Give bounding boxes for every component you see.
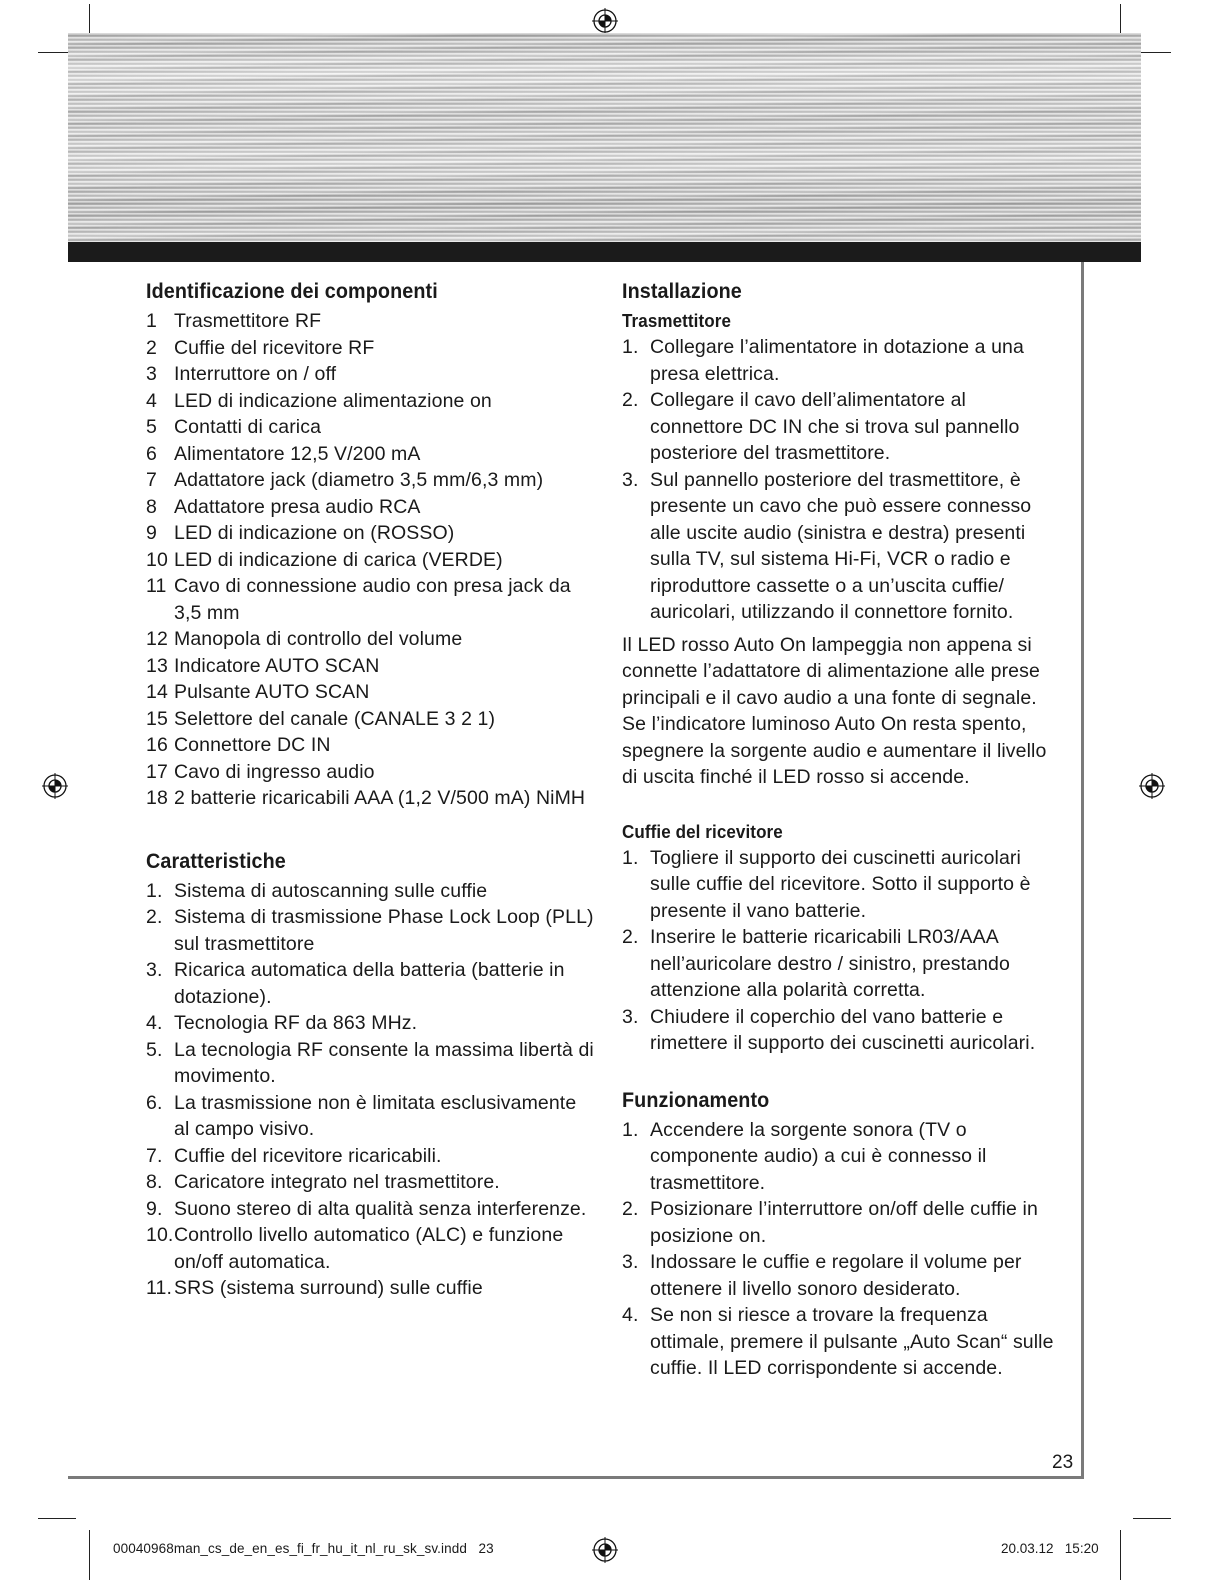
transmitter-subheading: Trasmettitore: [622, 310, 732, 331]
item-text: Manopola di controllo del volume: [174, 628, 463, 650]
list-item: [146, 1275, 596, 1302]
registration-mark-icon: [1139, 773, 1165, 799]
registration-mark-icon: [592, 8, 618, 34]
item-text: La tecnologia RF consente la massima libertà di movimento.: [174, 1038, 594, 1087]
list-item: [146, 467, 596, 494]
list-item: [146, 1169, 596, 1196]
list-item: [146, 361, 596, 388]
list-item: [622, 1196, 1062, 1249]
list-item: [146, 1143, 596, 1170]
receiver-steps: [622, 845, 1062, 1057]
item-number: 11: [146, 575, 167, 597]
item-text: Sistema di trasmissione Phase Lock Loop (PLL) sul trasmettitore: [174, 906, 594, 955]
item-text: Cavo di ingresso audio: [174, 760, 375, 783]
item-number: 13: [146, 654, 168, 677]
installation-heading: Installazione: [622, 279, 742, 303]
item-number: 12: [146, 628, 168, 650]
item-text: LED di indicazione di carica (VERDE): [174, 548, 503, 571]
item-text: Connettore DC IN: [174, 734, 331, 756]
list-item: [146, 1090, 596, 1143]
list-item: [146, 520, 596, 547]
components-list: [146, 308, 596, 812]
item-text: Sistema di autoscanning sulle cuffie: [174, 879, 488, 902]
list-item: [622, 1004, 1062, 1057]
item-number: 17: [146, 760, 168, 783]
footer-date: 20.03.12 15:20: [1001, 1541, 1099, 1556]
item-text: Contatti di carica: [174, 416, 322, 438]
item-number: 5: [146, 416, 157, 438]
item-number: 14: [146, 681, 168, 703]
item-number: 3.: [622, 468, 639, 491]
item-number: 3: [146, 363, 157, 385]
list-item: [146, 1010, 596, 1037]
page-bottom-rule: [68, 1476, 1084, 1479]
item-number: 1.: [146, 879, 163, 902]
operation-heading: Funzionamento: [622, 1087, 770, 1112]
list-item: [146, 759, 596, 786]
item-text: Selettore del canale (CANALE 3 2 1): [174, 707, 496, 730]
list-item: [146, 441, 596, 468]
item-number: 5.: [146, 1038, 163, 1061]
list-item: [146, 653, 596, 680]
item-text: Collegare il cavo dell’alimentatore al connettore DC IN che si trova sul pannello posteriore del trasmettitore.: [650, 389, 1020, 464]
item-number: 3.: [146, 959, 163, 981]
list-item: [622, 1302, 1062, 1382]
crop-mark: [1133, 1518, 1171, 1519]
item-text: Accendere la sorgente sonora (TV o componente audio) a cui è connesso il trasmettitore.: [650, 1118, 987, 1194]
item-text: Trasmettitore RF: [174, 310, 322, 332]
list-item: [146, 1196, 596, 1223]
item-number: 3.: [622, 1005, 639, 1028]
item-text: LED di indicazione alimentazione on: [174, 389, 492, 412]
item-number: 10.: [146, 1224, 174, 1246]
item-text: 2 batterie ricaricabili AAA (1,2 V/500 mA) NiMH: [174, 787, 586, 809]
list-item: [146, 335, 596, 362]
list-item: [146, 706, 596, 733]
list-item: [146, 732, 596, 759]
list-item: [146, 388, 596, 415]
item-number: 1.: [622, 846, 639, 869]
item-text: Chiudere il coperchio del vano batterie e rimettere il supporto dei cuscinetti auricolari.: [650, 1005, 1036, 1054]
item-text: Adattatore presa audio RCA: [174, 495, 421, 518]
item-text: Inserire le batterie ricaricabili LR03/AAA nell’auricolare destro / sinistro, prestando attenzione alla polarità corretta.: [650, 926, 1010, 1001]
item-text: Togliere il supporto dei cuscinetti auricolari sulle cuffie del ricevitore. Sotto il supporto è presente il vano batterie.: [650, 846, 1031, 922]
page-right-rule: [1081, 262, 1084, 1478]
item-number: 8: [146, 495, 157, 518]
footer-filename: 00040968man_cs_de_en_es_fi_fr_hu_it_nl_ru_sk_sv.indd 23: [113, 1541, 494, 1556]
item-text: Cuffie del ricevitore RF: [174, 336, 375, 359]
components-heading: Identificazione dei componenti: [146, 279, 438, 303]
receiver-subheading: Cuffie del ricevitore: [622, 820, 783, 842]
list-item: [146, 904, 596, 957]
list-item: [622, 845, 1062, 925]
item-text: Ricarica automatica della batteria (batterie in dotazione).: [174, 959, 565, 1008]
item-number: 15: [146, 707, 168, 730]
item-text: Controllo livello automatico (ALC) e funzione on/off automatica.: [174, 1224, 564, 1273]
page-number: 23: [1052, 1452, 1074, 1473]
list-item: [146, 494, 596, 521]
item-text: Cavo di connessione audio con presa jack da 3,5 mm: [174, 575, 571, 624]
item-number: 8.: [146, 1171, 163, 1193]
brushed-metal-banner: [68, 33, 1141, 242]
item-number: 2.: [622, 926, 639, 948]
item-text: SRS (sistema surround) sulle cuffie: [174, 1277, 483, 1299]
item-text: LED di indicazione on (ROSSO): [174, 522, 455, 544]
crop-mark: [1120, 1530, 1121, 1580]
features-heading: Caratteristiche: [146, 848, 286, 873]
list-item: [146, 679, 596, 706]
item-number: 4.: [622, 1304, 639, 1326]
item-number: 3.: [622, 1251, 639, 1273]
item-text: Sul pannello posteriore del trasmettitore, è presente un cavo che può essere connesso alle uscite audio (sinistra e destra) presenti sulla TV, sul sistema Hi-Fi, VCR o radio e riproduttore cassette o a un’uscita cuffie/ auricolari, utilizzando il connettore fornito.: [650, 468, 1032, 623]
item-number: 1: [146, 310, 157, 332]
registration-mark-icon: [42, 773, 68, 799]
item-number: 1.: [622, 1118, 639, 1141]
item-text: Posizionare l’interruttore on/off delle cuffie in posizione on.: [650, 1198, 1038, 1247]
item-number: 6: [146, 442, 157, 465]
item-text: Caricatore integrato nel trasmettitore.: [174, 1171, 500, 1193]
item-number: 10: [146, 548, 168, 571]
list-item: [146, 1037, 596, 1090]
item-number: 9: [146, 522, 157, 544]
list-item: [146, 547, 596, 574]
item-text: Cuffie del ricevitore ricaricabili.: [174, 1144, 442, 1167]
list-item: [146, 573, 596, 626]
list-item: [622, 1117, 1062, 1197]
item-number: 2.: [622, 1198, 639, 1220]
banner-bottom-bar: [68, 242, 1141, 262]
list-item: [146, 626, 596, 653]
list-item: [146, 308, 596, 335]
item-number: 2.: [622, 389, 639, 411]
item-number: 9.: [146, 1197, 163, 1220]
item-text: Tecnologia RF da 863 MHz.: [174, 1012, 418, 1034]
list-item: [622, 334, 1062, 387]
list-item: [146, 878, 596, 905]
features-list: [146, 878, 596, 1302]
item-text: Alimentatore 12,5 V/200 mA: [174, 442, 421, 465]
item-text: La trasmissione non è limitata esclusivamente al campo visivo.: [174, 1091, 577, 1140]
list-item: [146, 1222, 596, 1275]
item-number: 2.: [146, 906, 163, 928]
list-item: [622, 924, 1062, 1004]
item-number: 16: [146, 734, 168, 756]
item-number: 7.: [146, 1144, 163, 1167]
item-number: 11.: [146, 1277, 172, 1299]
right-column: [622, 276, 1062, 1382]
registration-mark-icon: [592, 1537, 618, 1563]
operation-steps: [622, 1117, 1062, 1382]
item-text: Adattatore jack (diametro 3,5 mm/6,3 mm): [174, 469, 544, 491]
item-number: 4.: [146, 1012, 163, 1034]
item-text: Se non si riesce a trovare la frequenza ottimale, premere il pulsante „Auto Scan“ sulle cuffie. Il LED corrispondente si accende.: [650, 1304, 1054, 1379]
list-item: [622, 467, 1062, 626]
item-text: Suono stereo di alta qualità senza interferenze.: [174, 1197, 587, 1220]
left-column: [146, 276, 596, 1302]
transmitter-steps: [622, 334, 1062, 626]
item-text: Indossare le cuffie e regolare il volume per ottenere il livello sonoro desiderato.: [650, 1251, 1022, 1300]
list-item: [146, 957, 596, 1010]
item-text: Interruttore on / off: [174, 363, 337, 385]
list-item: [622, 1249, 1062, 1302]
item-text: Indicatore AUTO SCAN: [174, 654, 380, 677]
item-number: 4: [146, 389, 157, 412]
item-number: 7: [146, 469, 157, 491]
list-item: [146, 414, 596, 441]
item-text: Pulsante AUTO SCAN: [174, 681, 370, 703]
list-item: [622, 387, 1062, 467]
item-text: Collegare l’alimentatore in dotazione a una presa elettrica.: [650, 336, 1024, 385]
item-number: 2: [146, 336, 157, 359]
list-item: [146, 785, 596, 812]
item-number: 6.: [146, 1091, 163, 1114]
item-number: 18: [146, 787, 168, 809]
item-number: 1.: [622, 336, 639, 358]
crop-mark: [38, 1518, 76, 1519]
crop-mark: [89, 1530, 90, 1580]
auto-on-led-paragraph: Il LED rosso Auto On lampeggia non appena si connette l’adattatore di alimentazione alle prese principali e il cavo audio a una fonte di segnale. Se l’indicatore luminoso Auto On resta spento, spegnere la sorgente audio e aumentare il livello di uscita finché il LED rosso si accende.: [622, 633, 1047, 788]
